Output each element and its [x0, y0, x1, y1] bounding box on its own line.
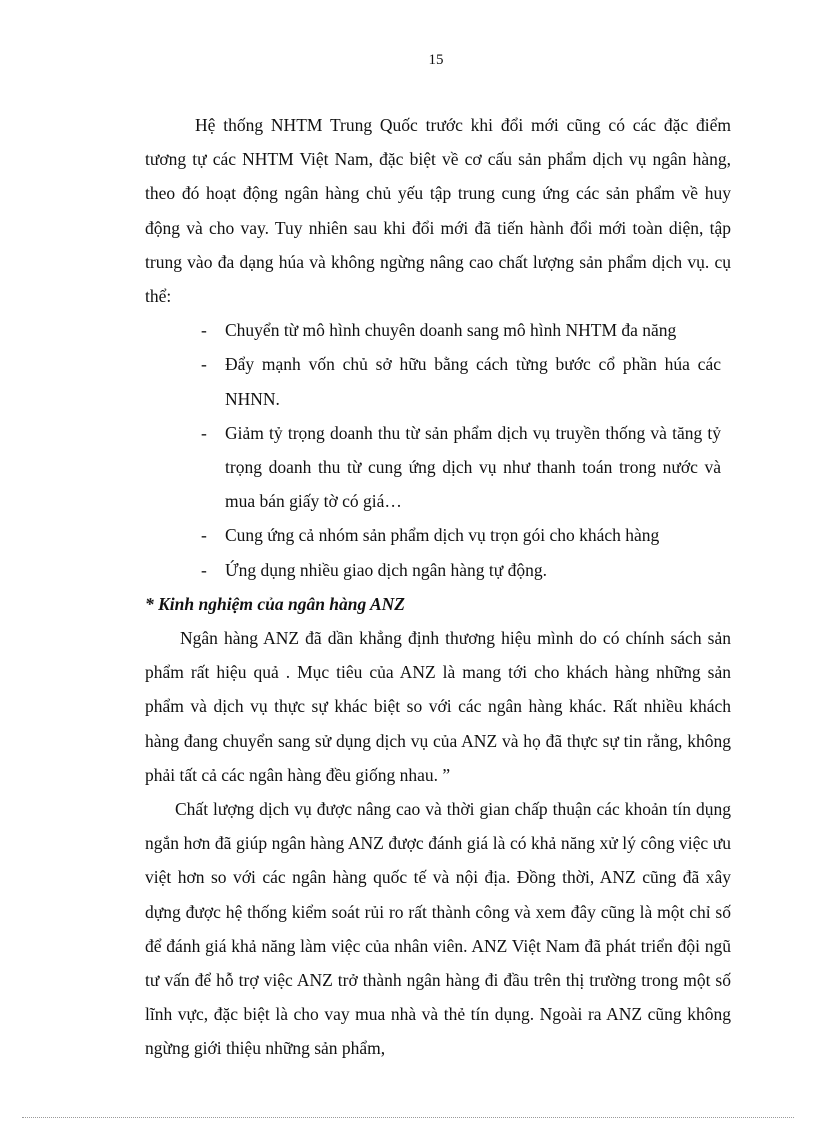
list-item [201, 416, 731, 519]
paragraph-anz-2: Chất lượng dịch vụ được nâng cao và thời gian chấp thuận các khoản tín dụng ngắn hơn đã giúp ngân hàng ANZ được đánh giá là có khả năng xử lý công việc ưu việt hơn so với các ngân hàng quốc tế và nội địa. Đồng thời, ANZ cũng đã xây dựng được hệ thống kiểm soát rủi ro rất thành công và xem đây cũng là một chỉ số để đánh giá khả năng làm việc của nhân viên. ANZ Việt Nam đã phát triển đội ngũ tư vấn để hỗ trợ việc ANZ trở thành ngân hàng đi đầu trên thị trường trong một số lĩnh vực, đặc biệt là cho vay mua nhà và thẻ tín dụng. Ngoài ra ANZ cũng không ngừng giới thiệu những sản phẩm, [145, 799, 731, 1059]
paragraph-anz-1: Ngân hàng ANZ đã dần khẳng định thương hiệu mình do có chính sách sản phẩm rất hiệu quả . Mục tiêu của ANZ là mang tới cho khách hàng những sản phẩm và dịch vụ thực sự khác biệt so với các ngân hàng khác. Rất nhiều khách hàng đang chuyển sang sử dụng dịch vụ của ANZ và họ đã thực sự tin rằng, không phải tất cả các ngân hàng đều giống nhau. ” [145, 628, 731, 785]
bullet-dash: - [201, 525, 207, 546]
list-item [201, 553, 731, 587]
list-item [201, 313, 731, 347]
bullet-dash: - [201, 320, 207, 341]
list-item-text: Giảm tỷ trọng doanh thu từ sản phẩm dịch vụ truyền thống và tăng tỷ trọng doanh thu từ cung ứng dịch vụ như thanh toán trong nước và mua bán giấy tờ có giá… [225, 422, 721, 512]
page-bottom-divider [22, 1117, 794, 1118]
bullet-dash: - [201, 559, 207, 580]
list-item-text: Chuyển từ mô hình chuyên doanh sang mô hình NHTM đa năng [225, 320, 677, 341]
list-item [201, 518, 731, 552]
paragraph-intro: Hệ thống NHTM Trung Quốc trước khi đổi mới cũng có các đặc điểm tương tự các NHTM Việt Nam, đặc biệt về cơ cấu sản phẩm dịch vụ ngân hàng, theo đó hoạt động ngân hàng chủ yếu tập trung cung ứng các sản phẩm về huy động và cho vay. Tuy nhiên sau khi đổi mới đã tiến hành đổi mới toàn diện, tập trung vào đa dạng húa và không ngừng nâng cao chất lượng sản phẩm dịch vụ. cụ thể: [145, 115, 731, 307]
list-item-text: Ứng dụng nhiều giao dịch ngân hàng tự động. [225, 559, 547, 580]
list-item-text: Cung ứng cả nhóm sản phẩm dịch vụ trọn gói cho khách hàng [225, 525, 660, 546]
document-body [145, 108, 731, 1066]
list-item [201, 347, 731, 415]
bullet-dash: - [201, 354, 207, 375]
section-heading-anz: * Kinh nghiệm của ngân hàng ANZ [145, 593, 405, 614]
bullet-dash: - [201, 422, 207, 443]
list-item-text: Đẩy mạnh vốn chủ sở hữu bằng cách từng bước cổ phần húa các NHNN. [225, 354, 721, 409]
bullet-list [145, 313, 731, 587]
page-number: 15 [428, 52, 444, 68]
